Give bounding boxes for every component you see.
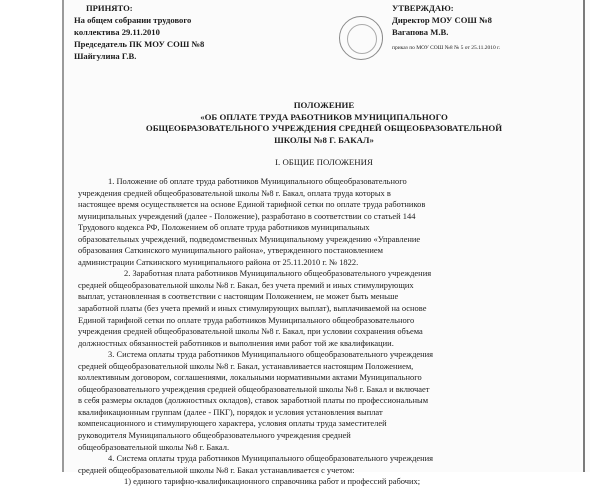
approval-block-approved xyxy=(392,2,500,54)
doc-title-line: ПОЛОЖЕНИЕ xyxy=(293,100,355,110)
body-line: учреждения средней общеобразовательной школы №8 г. Бакал, при условии сохранения объема xyxy=(78,326,423,337)
body-line: выплат, установленная в соответствии с настоящим Положением, не может быть меньше xyxy=(78,291,399,302)
approved-line: Директор МОУ СОШ №8 xyxy=(392,15,492,25)
body-line: руководителя Муниципального общеобразовательного учреждения средней xyxy=(78,430,351,441)
body-line: 4. Система оплаты труда работников Муниципального общеобразовательного учреждения xyxy=(108,453,434,464)
approved-line: Вагапова М.В. xyxy=(392,27,449,37)
body-line: 1) единого тарифно-квалификационного справочника работ и профессий рабочих; xyxy=(124,476,421,487)
body-line: в себя размеры окладов (должностных окладов), ставок заработной платы по профессиональным xyxy=(78,395,429,406)
body-line: 2. Заработная плата работников Муниципального общеобразовательного учреждения xyxy=(124,268,432,279)
body-line: заработной платы (без учета премий и иных стимулирующих выплат), выплачиваемой на основе xyxy=(78,303,427,314)
body-line: средней общеобразовательной школы №8 г. Бакал устанавливается с учетом: xyxy=(78,464,355,475)
page-left-edge xyxy=(62,0,64,472)
body-line: образовательных учреждений, подведомственных Муниципальному учреждению «Управление xyxy=(78,233,421,244)
body-line: общеобразовательной школы №8 г. Бакал. xyxy=(78,441,230,452)
body-line: 1. Положение об оплате труда работников Муниципального общеобразовательного xyxy=(108,176,407,186)
body-line: муниципальных учреждений (далее - Положение), разработано в соответствии со статьей 144 xyxy=(78,210,416,221)
approved-order: приказ по МОУ СОШ №8 № 5 от 25.11.2010 г. xyxy=(392,45,501,51)
body-line: настоящее время осуществляется на основе Единой тарифной сетки по оплате труда работников xyxy=(78,199,426,210)
body-line: администрации Саткинского муниципального района от 25.11.2010 г. № 1822. xyxy=(78,256,359,267)
accepted-line: На общем собрании трудового xyxy=(74,15,192,25)
doc-title-line: «ОБ ОПЛАТЕ ТРУДА РАБОТНИКОВ МУНИЦИПАЛЬНОГО xyxy=(200,111,448,122)
body-line: учреждения средней общеобразовательной школы №8 г. Бакал, оплата труда которых в xyxy=(78,187,391,198)
document-body xyxy=(78,176,578,488)
body-line: общеобразовательного учреждения средней общеобразовательной школы №8 г. Бакал и включает xyxy=(78,383,430,394)
body-line: должностных обязанностей работников и выполнения ими работ той же квалификации. xyxy=(78,337,394,348)
accepted-line: Председатель ПК МОУ СОШ №8 xyxy=(74,39,205,49)
body-line: средней общеобразовательной школы №8 г. Бакал, без учета премий и иных стимулирующих xyxy=(78,279,414,290)
doc-title-line: ОБЩЕОБРАЗОВАТЕЛЬНОГО УЧРЕЖДЕНИЯ СРЕДНЕЙ ОБЩЕОБРАЗОВАТЕЛЬНОЙ xyxy=(145,123,503,133)
body-line: Трудового кодекса РФ, Положением об оплате труда работников муниципальных xyxy=(78,222,370,233)
section-heading: I. ОБЩИЕ ПОЛОЖЕНИЯ xyxy=(275,157,373,167)
body-line: квалификационным группам (далее - ПКГ), порядок и условия установления выплат xyxy=(78,406,383,417)
body-line: образования Саткинского муниципального района», утвержденного постановлением xyxy=(78,245,383,256)
accepted-line: коллектива 29.11.2010 xyxy=(74,27,160,37)
body-line: компенсационного и стимулирующего характера, условия оплаты труда заместителей xyxy=(78,418,387,429)
seal-stamp xyxy=(339,16,383,60)
approval-block-accepted xyxy=(74,2,204,62)
body-line: средней общеобразовательной школы №8 г. Бакал, устанавливается настоящим Положением, xyxy=(78,360,414,371)
body-line: коллективным договором, соглашениями, локальными нормативными актами Муниципального xyxy=(78,372,422,383)
accepted-line: Шайгулина Г.В. xyxy=(74,51,137,61)
page-right-edge xyxy=(583,0,585,472)
approved-heading: УТВЕРЖДАЮ: xyxy=(392,3,454,13)
accepted-heading: ПРИНЯТО: xyxy=(86,3,133,13)
doc-title-line: ШКОЛЫ №8 Г. БАКАЛ» xyxy=(274,134,374,145)
body-line: Единой тарифной сетки по оплате труда работников Муниципального общеобразовательного xyxy=(78,314,415,325)
body-line: 3. Система оплаты труда работников Муниципального общеобразовательного учреждения xyxy=(108,349,434,360)
